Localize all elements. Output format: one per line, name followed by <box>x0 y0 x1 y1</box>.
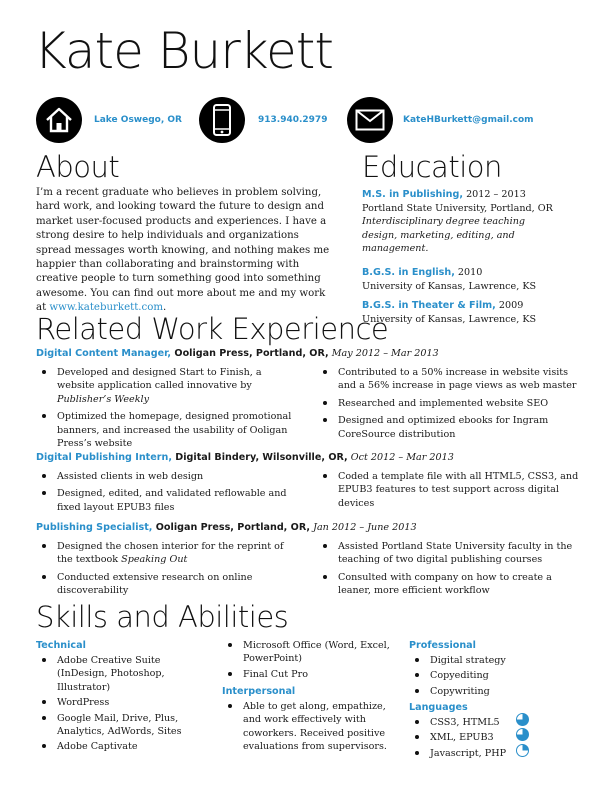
education-item <box>362 266 582 280</box>
skill-item: Adobe Captivate <box>38 740 208 753</box>
degree-year: 2009 <box>495 300 524 312</box>
skill-item: Microsoft Office (Word, Excel, PowerPoint) <box>224 639 394 666</box>
skills-heading: Skills and Abilities <box>36 600 289 634</box>
skill-item: Digital strategy <box>411 654 581 667</box>
skill-item: Able to get along, empathize, and work effectively with coworkers. Received positive evaluations from supervisors. <box>224 700 394 754</box>
about-end: . <box>163 302 167 314</box>
phone-icon <box>212 104 232 136</box>
contact-phone[interactable]: 913.940.2979 <box>258 115 328 125</box>
degree-label: B.G.S. in Theater & Film, <box>362 300 496 312</box>
job-role: Digital Content Manager, <box>36 348 172 359</box>
about-body: I’m a recent graduate who believes in problem solving, hard work, and looking toward the future to design and market user-focused products and experiences. I have a strong desire to help individuals and organizations spread messages worth knowing, and nothing makes me happier than collaborating and brainstorming with creative people to turn something good into something awesome. You can find out more about me and my work at <box>36 187 330 314</box>
job-bullets-left <box>38 470 296 518</box>
job-bullet: Conducted extensive research on online discoverability <box>38 571 296 598</box>
job-dates: Oct 2012 – Mar 2013 <box>347 452 454 463</box>
skill-item: Google Mail, Drive, Plus, Analytics, AdWords, Sites <box>38 712 208 739</box>
school-name: University of Kansas, Lawrence, KS <box>362 280 537 292</box>
job-bullets-right <box>319 366 581 445</box>
degree-year: 2012 – 2013 <box>463 189 526 200</box>
skills-technical-list <box>38 654 208 756</box>
language-item: XML, EPUB3 <box>411 731 521 744</box>
education-list <box>362 188 582 326</box>
proficiency-pie-icon <box>516 728 529 741</box>
job-bullets-left <box>38 366 296 454</box>
contact-location: Lake Oswego, OR <box>94 115 182 125</box>
contact-email[interactable]: KateHBurkett@gmail.com <box>403 115 534 125</box>
home-icon-circle <box>36 97 82 143</box>
job-header <box>36 522 417 533</box>
phone-icon-circle <box>199 97 245 143</box>
degree-description: Interdisciplinary degree teaching design, marketing, editing, and management. <box>362 216 526 255</box>
degree-year: 2010 <box>454 266 483 278</box>
skills-interpersonal-heading: Interpersonal <box>222 686 296 697</box>
job-bullet: Contributed to a 50% increase in website visits and a 56% increase in page views as web master <box>319 366 581 393</box>
job-org: Digital Bindery, Wilsonville, OR, <box>171 452 348 463</box>
about-heading: About <box>36 150 120 184</box>
home-icon <box>44 106 74 134</box>
envelope-icon <box>355 109 385 131</box>
education-item <box>362 188 582 202</box>
education-item <box>362 299 582 313</box>
bullet-text: Developed and designed Start to Finish, a website application called innovative by <box>57 367 262 392</box>
job-dates: May 2012 – Mar 2013 <box>328 348 439 359</box>
resume-name: Kate Burkett <box>34 22 333 80</box>
skill-item: Copyediting <box>411 669 581 682</box>
job-bullets-right <box>319 540 581 602</box>
envelope-icon-circle <box>347 97 393 143</box>
skills-technical-cont-list <box>224 639 394 683</box>
skills-technical-heading: Technical <box>36 640 86 651</box>
bullet-emphasis: Speaking Out <box>121 554 188 566</box>
skills-interpersonal-list <box>224 700 394 756</box>
job-bullet: Assisted clients in web design <box>38 470 296 483</box>
job-role: Publishing Specialist, <box>36 522 153 533</box>
job-bullet: Optimized the homepage, designed promotional banners, and increased the usability of Ooligan Press’s website <box>38 410 296 450</box>
portfolio-link[interactable]: www.kateburkett.com <box>49 302 164 314</box>
skill-item: Final Cut Pro <box>224 668 394 681</box>
job-bullets-right <box>319 470 581 514</box>
skill-item: Copywriting <box>411 685 581 698</box>
bullet-text: Designed the chosen interior for the reprint of the textbook <box>57 541 284 566</box>
skills-professional-heading: Professional <box>409 640 476 651</box>
skills-languages-heading: Languages <box>409 702 468 713</box>
experience-heading: Related Work Experience <box>36 312 389 346</box>
job-bullet: Researched and implemented website SEO <box>319 397 581 410</box>
job-bullet: Assisted Portland State University faculty in the teaching of two digital publishing courses <box>319 540 581 567</box>
language-item: CSS3, HTML5 <box>411 716 521 729</box>
job-role: Digital Publishing Intern, <box>36 452 172 463</box>
proficiency-pie-icon <box>516 744 529 757</box>
job-header <box>36 452 454 463</box>
job-header <box>36 348 439 359</box>
job-bullet: Designed and optimized ebooks for Ingram CoreSource distribution <box>319 414 581 441</box>
bullet-emphasis: Publisher’s Weekly <box>57 393 150 405</box>
job-org: Ooligan Press, Portland, OR, <box>171 348 329 359</box>
language-item: Javascript, PHP <box>411 747 521 760</box>
skill-item: Adobe Creative Suite (InDesign, Photoshop, Illustrator) <box>38 654 208 694</box>
school-name: Portland State University, Portland, OR <box>362 202 553 214</box>
school-name: University of Kansas, Lawrence, KS <box>362 313 537 325</box>
job-bullet: Coded a template file with all HTML5, CSS3, and EPUB3 features to test support across digital devices <box>319 470 581 510</box>
skill-item: WordPress <box>38 696 208 709</box>
skills-languages-list <box>411 716 521 762</box>
job-dates: Jan 2012 – June 2013 <box>310 522 417 533</box>
about-text <box>36 186 332 316</box>
degree-label: M.S. in Publishing, <box>362 189 464 200</box>
job-bullets-left <box>38 540 296 602</box>
education-heading: Education <box>362 150 502 184</box>
job-org: Ooligan Press, Portland, OR, <box>152 522 311 533</box>
skills-professional-list <box>411 654 581 700</box>
proficiency-pie-icon <box>516 713 529 726</box>
job-bullet <box>38 540 296 567</box>
degree-label: B.G.S. in English, <box>362 266 455 278</box>
job-bullet <box>38 366 296 406</box>
job-bullet: Consulted with company on how to create a leaner, more efficient workflow <box>319 571 581 598</box>
job-bullet: Designed, edited, and validated reflowable and fixed layout EPUB3 files <box>38 487 296 514</box>
